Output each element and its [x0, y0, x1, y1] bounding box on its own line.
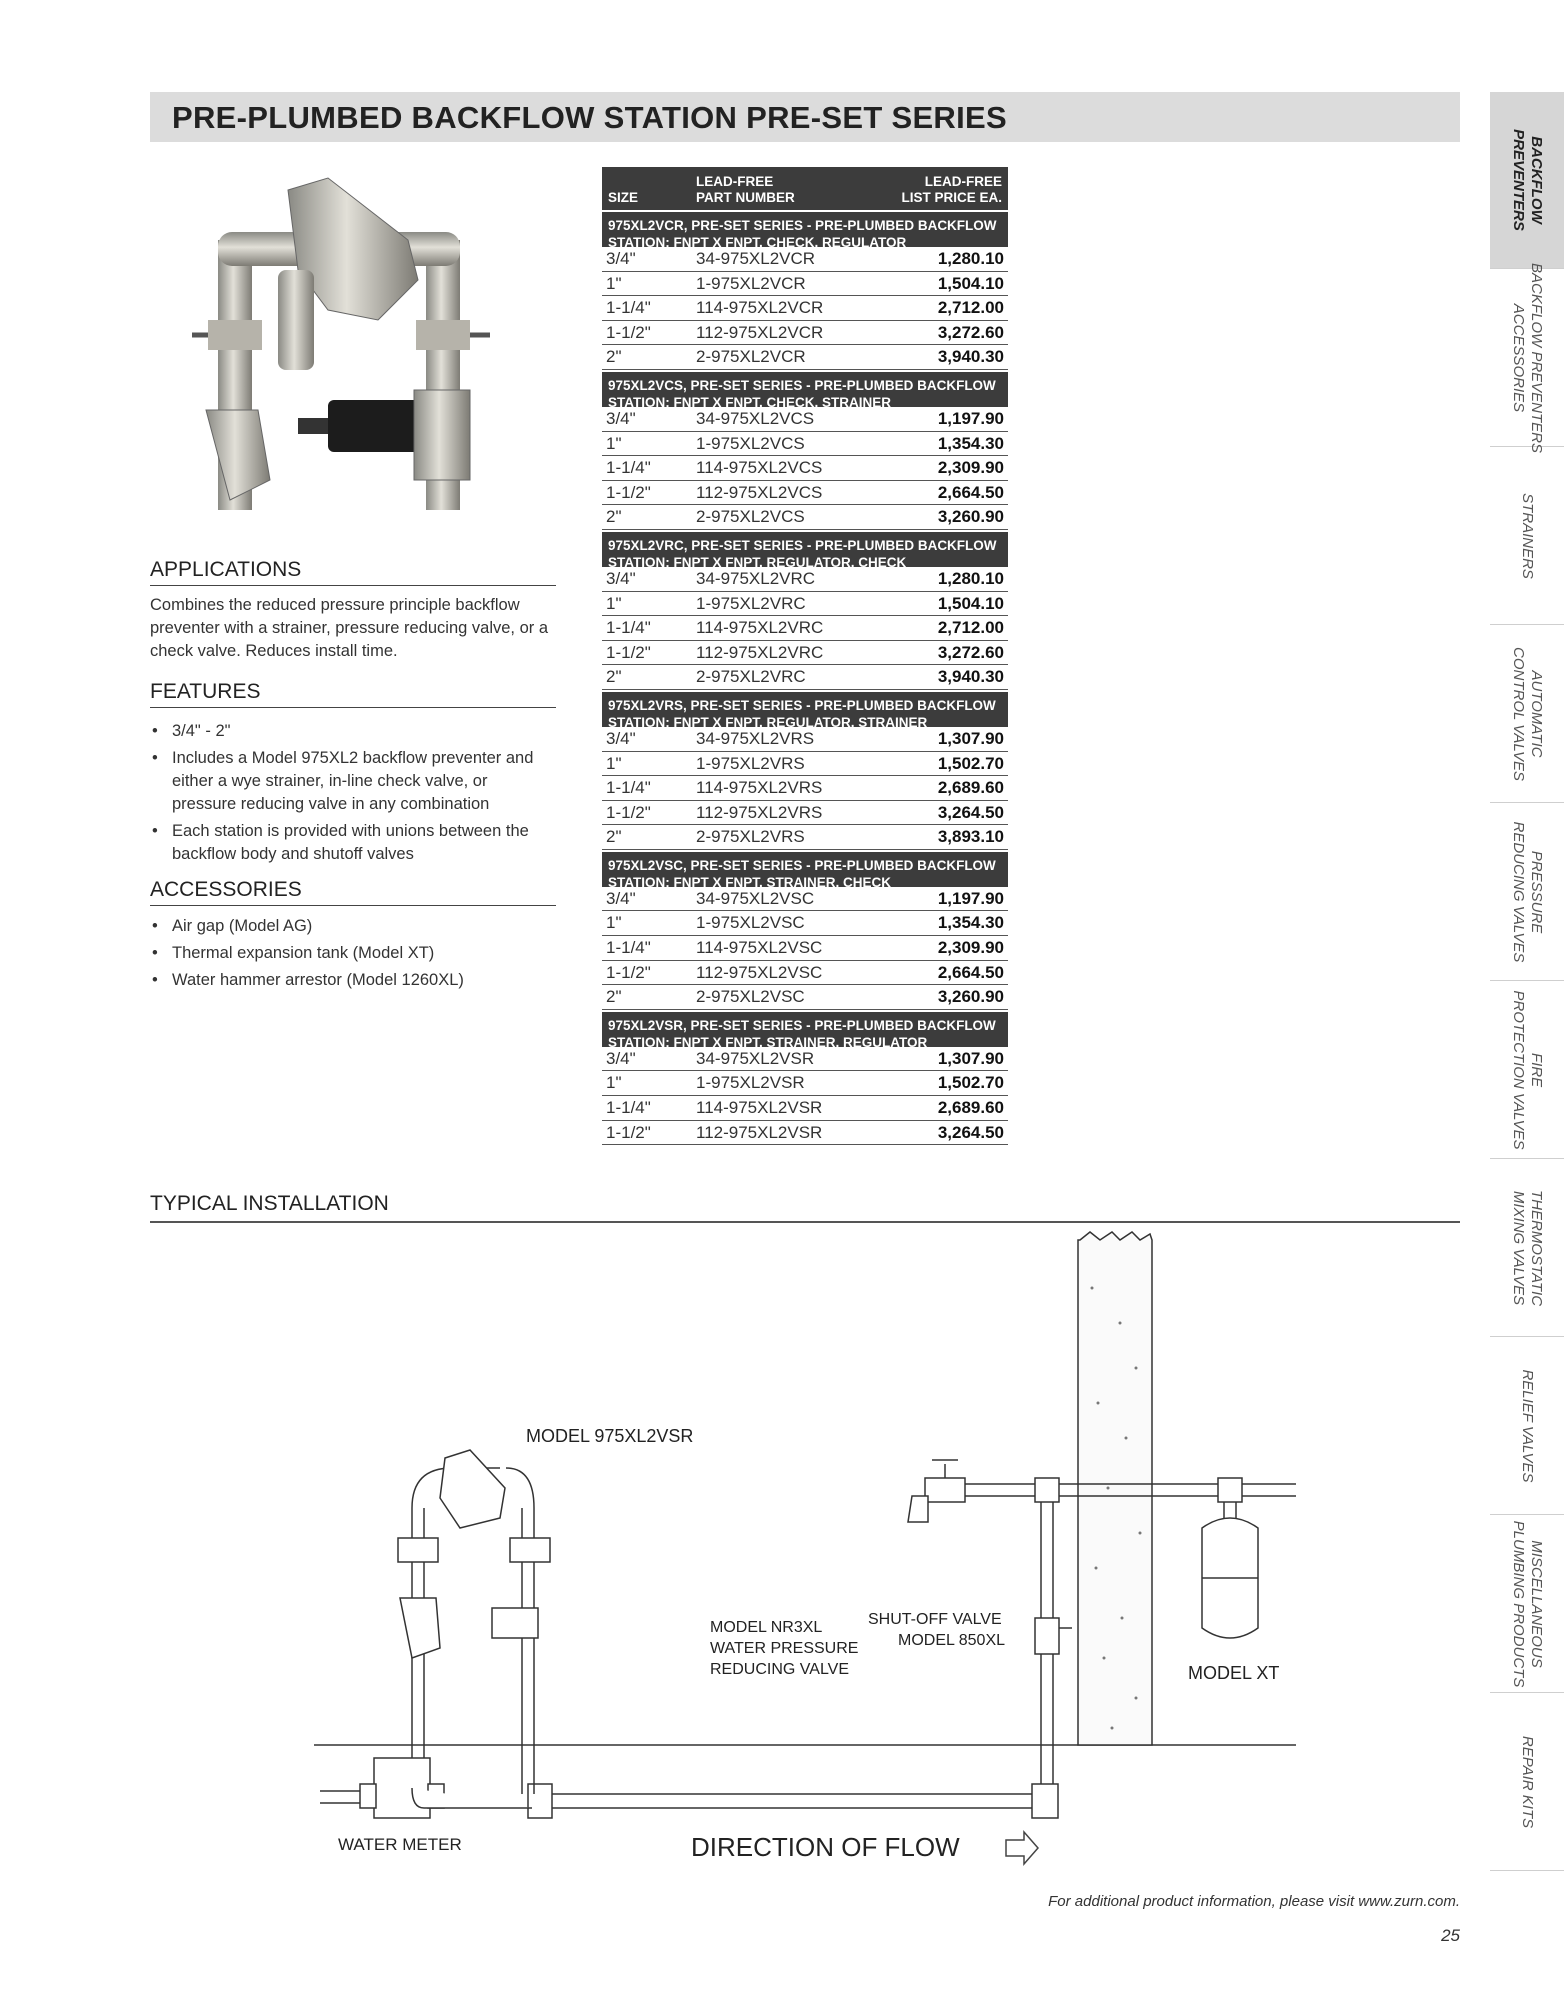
cell-size: 1-1/4" [606, 618, 651, 638]
accessories-heading: ACCESSORIES [150, 878, 556, 906]
cell-part-number: 1-975XL2VRC [696, 593, 806, 613]
tab-label: STRAINERS [1519, 493, 1536, 579]
price-table [602, 167, 1008, 1145]
tab-label: MISCELLANEOUS PLUMBING PRODUCTS [1510, 1520, 1545, 1688]
tab-thermostatic-mixing-valves[interactable] [1490, 1160, 1564, 1337]
right-ball-valve [416, 320, 470, 350]
tab-repair-kits[interactable] [1490, 1694, 1564, 1871]
cell-price: 2,712.00 [937, 618, 1004, 638]
features-heading: FEATURES [150, 680, 556, 708]
water-meter [320, 1758, 532, 1818]
cell-part-number: 2-975XL2VRC [696, 667, 806, 687]
cell-part-number: 112-975XL2VCS [696, 482, 823, 502]
table-row [602, 1047, 1008, 1072]
tab-strainers[interactable] [1490, 448, 1564, 625]
cell-size: 1-1/2" [606, 642, 651, 662]
cell-part-number: 34-975XL2VRC [696, 568, 816, 588]
cell-part-number: 1-975XL2VCR [696, 273, 806, 293]
table-row [602, 321, 1008, 346]
cell-price: 3,940.30 [937, 347, 1004, 367]
table-row [602, 296, 1008, 321]
cell-part-number: 34-975XL2VSR [696, 1048, 815, 1068]
header-price-bottom: LIST PRICE EA. [901, 190, 1002, 205]
list-item: • Each station is provided with unions between the backflow body and shutoff valves [150, 820, 556, 866]
cell-size: 3/4" [606, 888, 636, 908]
cell-part-number: 34-975XL2VCR [696, 249, 816, 268]
table-row [602, 481, 1008, 506]
cell-part-number: 34-975XL2VRS [696, 728, 815, 748]
table-row [602, 961, 1008, 986]
table-group-header: 975XL2VRS, PRE-SET SERIES - PRE-PLUMBED BACKFLOW STATION: FNPT X FNPT, REGULATOR, STRAINER [602, 692, 1008, 727]
product-photo [178, 170, 538, 530]
backflow-station-body [398, 1450, 550, 1658]
left-ball-valve [208, 320, 262, 350]
cell-size: 1-1/2" [606, 482, 651, 502]
cell-part-number: 114-975XL2VRS [696, 778, 823, 798]
tab-pressure-reducing-valves[interactable] [1490, 804, 1564, 981]
page-number: 25 [1441, 1926, 1460, 1945]
header-price-top: LEAD-FREE [924, 174, 1002, 189]
cell-size: 1" [606, 593, 622, 613]
cell-price: 3,264.50 [937, 1122, 1004, 1142]
list-item: • Water hammer arrestor (Model 1260XL) [150, 969, 556, 992]
cell-size: 1-1/2" [606, 962, 651, 982]
table-row [602, 887, 1008, 912]
tab-backflow-preventers-accessories[interactable] [1490, 262, 1564, 454]
cell-size: 1-1/4" [606, 938, 651, 958]
table-row [602, 1121, 1008, 1146]
table-group-header: 975XL2VSR, PRE-SET SERIES - PRE-PLUMBED BACKFLOW STATION: FNPT X FNPT, STRAINER, REGULATOR [602, 1012, 1008, 1047]
section-divider [150, 1221, 1460, 1223]
cell-size: 2" [606, 827, 622, 847]
cell-price: 1,307.90 [937, 1048, 1004, 1068]
accessories-list [150, 915, 556, 996]
table-body [602, 212, 1008, 1145]
tab-label: AUTOMATIC CONTROL VALVES [1510, 647, 1545, 781]
cell-price: 1,502.70 [937, 1073, 1004, 1093]
tab-label: FIRE PROTECTION VALVES [1510, 990, 1545, 1150]
label-prv-3: REDUCING VALVE [710, 1661, 849, 1678]
tab-label: BACKFLOW PREVENTERS ACCESSORIES [1510, 262, 1545, 454]
cell-part-number: 2-975XL2VSC [696, 987, 805, 1007]
tab-label: BACKFLOW PREVENTERS [1510, 129, 1545, 231]
table-row [602, 936, 1008, 961]
cell-price: 3,893.10 [937, 827, 1004, 847]
tab-label: REPAIR KITS [1519, 1735, 1536, 1829]
table-row [602, 825, 1008, 850]
wye-strainer [206, 410, 270, 500]
cell-price: 3,272.60 [937, 322, 1004, 342]
cell-size: 1-1/2" [606, 802, 651, 822]
header-part-bottom: PART NUMBER [696, 190, 795, 205]
table-row [602, 727, 1008, 752]
table-row [602, 776, 1008, 801]
page-title: PRE-PLUMBED BACKFLOW STATION PRE-SET SERIES [172, 100, 1007, 135]
label-flow: DIRECTION OF FLOW [691, 1832, 960, 1862]
cell-part-number: 1-975XL2VCS [696, 433, 805, 453]
cell-size: 2" [606, 507, 622, 527]
header-part-top: LEAD-FREE [696, 174, 774, 189]
cell-price: 2,664.50 [937, 962, 1004, 982]
label-tank: MODEL XT [1188, 1663, 1280, 1683]
table-group-header: 975XL2VRC, PRE-SET SERIES - PRE-PLUMBED BACKFLOW STATION: FNPT X FNPT, REGULATOR, CHECK [602, 532, 1008, 567]
cell-size: 2" [606, 347, 622, 367]
cell-size: 1-1/2" [606, 322, 651, 342]
cell-price: 1,504.10 [937, 593, 1004, 613]
cell-part-number: 112-975XL2VRS [696, 802, 823, 822]
footer-note: For additional product information, please visit www.zurn.com. [1048, 1893, 1460, 1910]
tab-label: THERMOSTATIC MIXING VALVES [1510, 1189, 1545, 1307]
cell-price: 2,309.90 [937, 938, 1004, 958]
installation-diagram [300, 1228, 1310, 1868]
bottom-pipe [528, 1708, 1058, 1818]
cell-price: 1,197.90 [937, 408, 1004, 428]
cell-size: 1" [606, 1073, 622, 1093]
cell-size: 3/4" [606, 408, 636, 428]
table-row [602, 801, 1008, 826]
tab-label: RELIEF VALVES [1519, 1369, 1536, 1483]
table-group-header: 975XL2VSC, PRE-SET SERIES - PRE-PLUMBED BACKFLOW STATION: FNPT X FNPT, STRAINER, CHECK [602, 852, 1008, 887]
table-group-header: 975XL2VCS, PRE-SET SERIES - PRE-PLUMBED BACKFLOW STATION: FNPT X FNPT, CHECK, STRAINER [602, 372, 1008, 407]
table-row [602, 641, 1008, 666]
cell-part-number: 112-975XL2VSR [696, 1122, 823, 1142]
cell-price: 1,280.10 [937, 249, 1004, 268]
cell-size: 1" [606, 273, 622, 293]
cell-part-number: 114-975XL2VRC [696, 618, 824, 638]
cell-price: 1,280.10 [937, 568, 1004, 588]
cell-size: 1-1/4" [606, 778, 651, 798]
cell-size: 1" [606, 433, 622, 453]
tab-label: PRESSURE REDUCING VALVES [1510, 821, 1545, 963]
table-row [602, 665, 1008, 690]
table-row [602, 272, 1008, 297]
applications-heading: APPLICATIONS [150, 558, 556, 586]
cell-size: 3/4" [606, 1048, 636, 1068]
tab-miscellaneous-plumbing-products[interactable] [1490, 1516, 1564, 1693]
title-bar [150, 92, 1460, 142]
cell-size: 2" [606, 667, 622, 687]
category-tabs [1490, 92, 1564, 1874]
cell-size: 2" [606, 987, 622, 1007]
cell-part-number: 112-975XL2VCR [696, 322, 824, 342]
cell-size: 3/4" [606, 728, 636, 748]
tab-automatic-control-valves[interactable] [1490, 626, 1564, 803]
pressure-reducing-valve [328, 400, 428, 452]
table-row [602, 456, 1008, 481]
hose-bibb [908, 1460, 965, 1522]
tab-relief-valves[interactable] [1490, 1338, 1564, 1515]
cell-size: 3/4" [606, 568, 636, 588]
cell-part-number: 2-975XL2VRS [696, 827, 805, 847]
cell-price: 1,307.90 [937, 728, 1004, 748]
label-model-station: MODEL 975XL2VSR [526, 1426, 694, 1446]
relief-valve [278, 270, 314, 370]
list-item: • 3/4" - 2" [150, 720, 556, 743]
tab-backflow-preventers[interactable] [1490, 92, 1564, 269]
table-row [602, 345, 1008, 370]
table-row [602, 505, 1008, 530]
table-row [602, 752, 1008, 777]
table-header [602, 167, 1008, 210]
flow-arrow-icon [1006, 1832, 1038, 1864]
list-item: • Includes a Model 975XL2 backflow preventer and either a wye strainer, in-line check valve, or pressure reducing valve in any combination [150, 747, 556, 816]
cell-price: 3,272.60 [937, 642, 1004, 662]
cell-size: 1" [606, 913, 622, 933]
cell-part-number: 114-975XL2VSC [696, 938, 823, 958]
cell-size: 1-1/4" [606, 458, 651, 478]
tab-fire-protection-valves[interactable] [1490, 982, 1564, 1159]
cell-part-number: 2-975XL2VCS [696, 507, 805, 527]
cell-part-number: 2-975XL2VCR [696, 347, 806, 367]
cell-price: 1,504.10 [937, 273, 1004, 293]
typical-installation-heading: TYPICAL INSTALLATION [150, 1192, 389, 1215]
features-list [150, 720, 556, 870]
label-shutoff-2: MODEL 850XL [898, 1632, 1006, 1649]
cell-price: 3,264.50 [937, 802, 1004, 822]
header-size: SIZE [608, 190, 639, 205]
table-row [602, 432, 1008, 457]
cell-part-number: 34-975XL2VCS [696, 408, 815, 428]
header-part [696, 174, 795, 206]
cell-size: 1" [606, 753, 622, 773]
cell-part-number: 1-975XL2VSR [696, 1073, 805, 1093]
cell-price: 1,502.70 [937, 753, 1004, 773]
label-shutoff-1: SHUT-OFF VALVE [868, 1611, 1002, 1628]
cell-price: 3,260.90 [937, 987, 1004, 1007]
list-item: • Air gap (Model AG) [150, 915, 556, 938]
list-item: • Thermal expansion tank (Model XT) [150, 942, 556, 965]
cell-size: 1-1/4" [606, 1098, 651, 1118]
cell-part-number: 112-975XL2VRC [696, 642, 824, 662]
cell-part-number: 114-975XL2VCS [696, 458, 823, 478]
cell-price: 2,664.50 [937, 482, 1004, 502]
table-row [602, 616, 1008, 641]
cell-price: 1,354.30 [937, 913, 1004, 933]
cell-size: 1-1/4" [606, 298, 651, 318]
cell-size: 3/4" [606, 249, 636, 268]
table-row [602, 247, 1008, 272]
shutoff-valve [1035, 1618, 1072, 1654]
table-row [602, 567, 1008, 592]
table-row [602, 911, 1008, 936]
applications-text: Combines the reduced pressure principle backflow preventer with a strainer, pressure reducing valve, or a check valve. Reduces install time. [150, 596, 549, 660]
cell-price: 2,712.00 [937, 298, 1004, 318]
expansion-tank [1202, 1518, 1258, 1638]
cell-price: 3,940.30 [937, 667, 1004, 687]
label-prv-1: MODEL NR3XL [710, 1619, 823, 1636]
cell-price: 1,197.90 [937, 888, 1004, 908]
cell-part-number: 114-975XL2VCR [696, 298, 824, 318]
cell-part-number: 34-975XL2VSC [696, 888, 815, 908]
header-price [901, 174, 1002, 206]
cell-part-number: 112-975XL2VSC [696, 962, 823, 982]
cell-part-number: 114-975XL2VSR [696, 1098, 823, 1118]
cell-price: 2,689.60 [937, 1098, 1004, 1118]
cell-price: 3,260.90 [937, 507, 1004, 527]
cell-size: 1-1/2" [606, 1122, 651, 1142]
cell-price: 2,689.60 [937, 778, 1004, 798]
table-row [602, 1096, 1008, 1121]
table-group-header: 975XL2VCR, PRE-SET SERIES - PRE-PLUMBED BACKFLOW STATION: FNPT X FNPT, CHECK, REGULATOR [602, 212, 1008, 247]
label-prv-2: WATER PRESSURE [710, 1640, 859, 1657]
cell-part-number: 1-975XL2VRS [696, 753, 805, 773]
table-row [602, 407, 1008, 432]
concrete-wall [1078, 1232, 1152, 1745]
cell-part-number: 1-975XL2VSC [696, 913, 805, 933]
cell-price: 2,309.90 [937, 458, 1004, 478]
table-row [602, 592, 1008, 617]
label-meter: WATER METER [338, 1835, 462, 1854]
table-row [602, 985, 1008, 1010]
cell-price: 1,354.30 [937, 433, 1004, 453]
table-row [602, 1071, 1008, 1096]
